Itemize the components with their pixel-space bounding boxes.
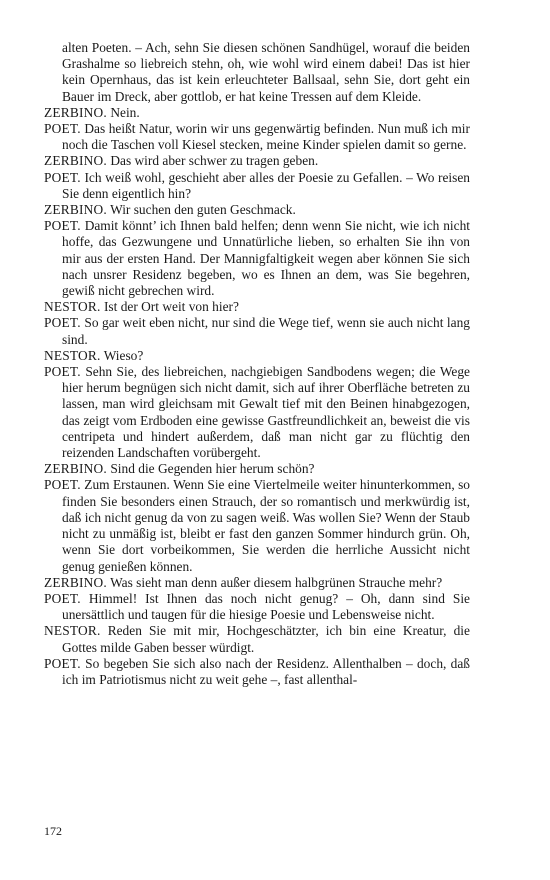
dialogue-line [44, 364, 470, 461]
dialogue-line [44, 575, 470, 591]
paragraph-text: alten Poeten. – Ach, sehn Sie diesen schönen Sandhügel, worauf die beiden Grashalme so liebreich stehn, oh, wie wohl wird einem dabei! Das ist hier kein Opernhaus, das ist kein erleuchteter Ballsaal, sehn Sie, dort geht ein Bauer im Dreck, aber gottlob, er hat keine Tressen auf dem Kleide. [62, 40, 470, 104]
speaker-name: ZERBINO. [44, 202, 107, 218]
dialogue-line [44, 121, 470, 153]
dialogue-line [44, 299, 470, 315]
speaker-name: POET. [44, 364, 81, 380]
dialogue-text: Ich weiß wohl, geschieht aber alles der Poesie zu Gefallen. – Wo reisen Sie denn eigentlich hin? [62, 169, 470, 201]
dialogue-text: Ist der Ort weit von hier? [103, 299, 239, 315]
dialogue-line [44, 202, 470, 218]
dialogue-text: Wir suchen den guten Geschmack. [110, 202, 296, 218]
dialogue-text: Wieso? [103, 347, 144, 363]
speaker-name: POET. [44, 655, 81, 671]
speaker-name: ZERBINO. [44, 461, 107, 477]
dialogue-text: So begeben Sie sich also nach der Residenz. Allenthalben – doch, daß ich im Patriotismus nicht zu weit gehe –, fast allenthal- [62, 655, 470, 687]
speaker-name: NESTOR. [44, 623, 101, 639]
dialogue-line [44, 153, 470, 169]
speaker-name: POET. [44, 169, 81, 185]
dialogue-line [44, 170, 470, 202]
page-number: 172 [44, 824, 62, 838]
paragraph-continuation [44, 40, 470, 105]
dialogue-line [44, 218, 470, 299]
dialogue-line [44, 315, 470, 347]
dialogue-text: Zum Erstaunen. Wenn Sie eine Viertelmeile weiter hinunterkommen, so finden Sie besonders einen Strauch, der so romantisch und merkwürdig ist, daß ich nicht genug da von zu sagen weiß. Was wollen Sie? Wenn der Staub nicht zu unmäßig ist, bleibt er fast den ganzen Sommer hindurch grün. Oh, wenn Sie dort vorbeikommen, Sie werden die herrliche Aussicht nicht genug genießen können. [62, 477, 470, 574]
speaker-name: ZERBINO. [44, 153, 107, 169]
dialogue-line [44, 348, 470, 364]
dialogue-text: Das heißt Natur, worin wir uns gegenwärtig befinden. Nun muß ich mir noch die Taschen voll Kiesel stecken, meine Kinder spielen damit so gerne. [62, 121, 470, 153]
dialogue-text: Reden Sie mit mir, Hochgeschätzter, ich bin eine Kreatur, die Gottes milde Gaben besser würdigt. [62, 623, 470, 655]
speaker-name: ZERBINO. [44, 574, 107, 590]
dialogue-text: Sehn Sie, des liebreichen, nachgiebigen Sandbodens wegen; die Wege hier herum begnügen sich nicht damit, sich auf ihrer Oberfläche betreten zu lassen, man wird gleichsam mit Gewalt tief mit den Beinen hinabgezogen, das zeigt vom Erdboden eine gewisse Gastfreundlichkeit an, beweist die vis centripeta und hindert außerdem, daß man nicht gar zu flüchtig den reizenden Landschaften vorübergeht. [62, 364, 470, 461]
document-page [44, 40, 470, 688]
dialogue-line [44, 591, 470, 623]
speaker-name: POET. [44, 590, 81, 606]
dialogue-text: Nein. [110, 104, 140, 120]
speaker-name: ZERBINO. [44, 104, 107, 120]
dialogue-text: Sind die Gegenden hier herum schön? [110, 461, 315, 477]
dialogue-line [44, 477, 470, 574]
speaker-name: POET. [44, 315, 81, 331]
dialogue-text: Das wird aber schwer zu tragen geben. [110, 153, 319, 169]
speaker-name: POET. [44, 121, 81, 137]
dialogue-text: So gar weit eben nicht, nur sind die Wege tief, wenn sie auch nicht lang sind. [62, 315, 470, 347]
dialogue-line [44, 656, 470, 688]
dialogue-line [44, 105, 470, 121]
dialogue-line [44, 461, 470, 477]
dialogue-line [44, 623, 470, 655]
dialogue-text: Was sieht man denn außer diesem halbgrünen Strauche mehr? [110, 574, 443, 590]
dialogue-text: Himmel! Ist Ihnen das noch nicht genug? – Oh, dann sind Sie unersättlich und taugen für die hiesige Poesie und Lebensweise nicht. [62, 590, 470, 623]
speaker-name: NESTOR. [44, 299, 101, 315]
speaker-name: NESTOR. [44, 347, 101, 363]
dialogue-text: Damit könnt’ ich Ihnen bald helfen; denn wenn Sie nicht, wie ich nicht hoffe, das Gezwungene und Unnatürliche lieben, so erhalten Sie ihn von mir aus der ersten Hand. Der Mannigfaltigkeit wegen aber können Sie sich nach unsrer Residenz begeben, wo es Ihnen an dem, was Sie begehren, gewiß nicht gebrechen wird. [62, 218, 470, 299]
speaker-name: POET. [44, 477, 81, 493]
speaker-name: POET. [44, 218, 81, 234]
